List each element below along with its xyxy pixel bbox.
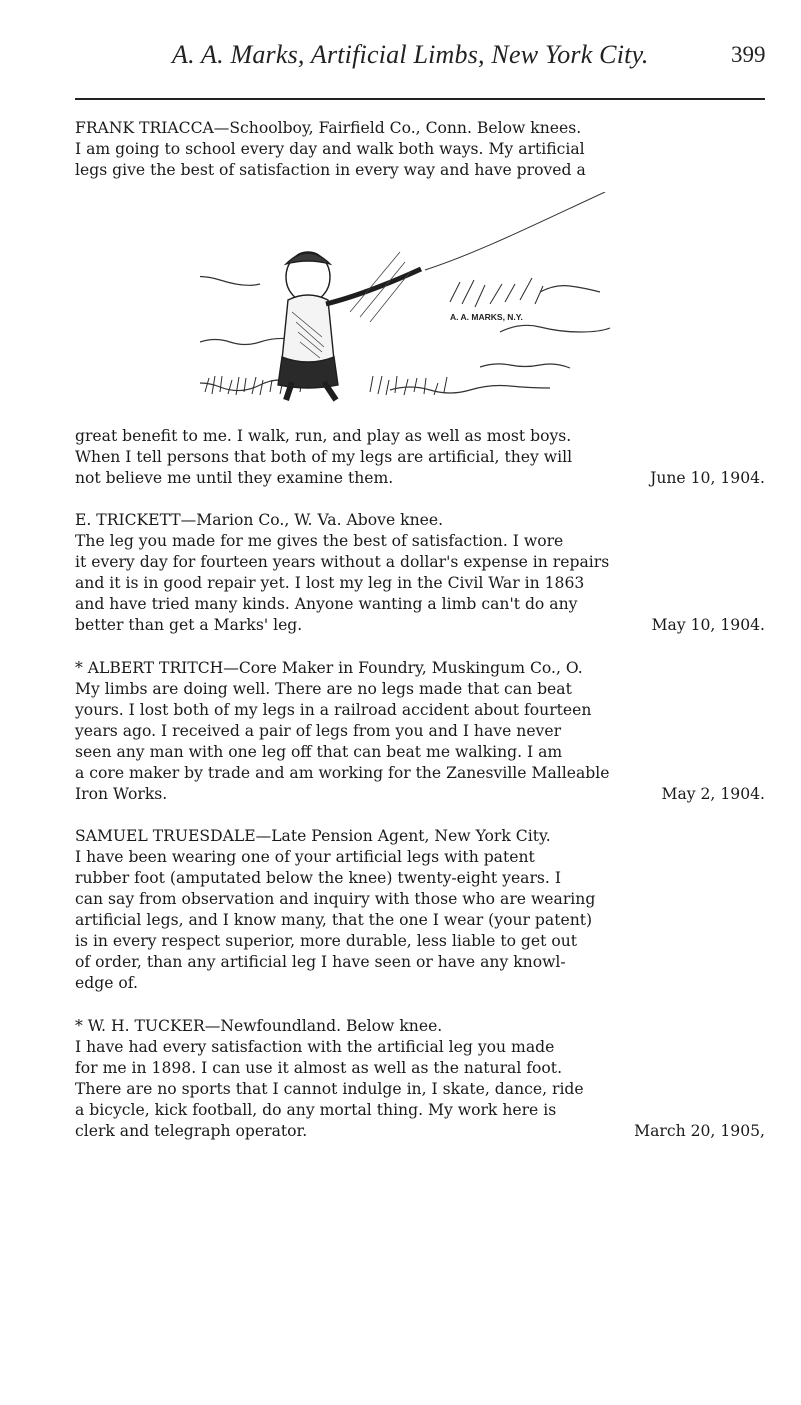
text-line: can say from observation and inquiry with those who are wearing: [75, 890, 596, 908]
text-line: The leg you made for me gives the best of satisfaction. I wore: [75, 532, 564, 550]
testimonial-date: March 20, 1905,: [634, 1122, 765, 1140]
testimonial-heading: E. TRICKETT—Marion Co., W. Va. Above knee.: [75, 511, 444, 529]
text-line: is in every respect superior, more durable, less liable to get out: [75, 932, 578, 950]
text-line: My limbs are doing well. There are no legs made that can beat: [75, 680, 572, 698]
text-line: seen any man with one leg off that can beat me walking. I am: [75, 743, 563, 761]
text-line: better than get a Marks' leg.: [75, 616, 303, 634]
testimonial-truesdale: [75, 826, 765, 994]
boy-flying-kite-illustration: [200, 192, 630, 412]
text-line: yours. I lost both of my legs in a railroad accident about fourteen: [75, 701, 592, 719]
text-line: a core maker by trade and am working for the Zanesville Malleable: [75, 764, 610, 782]
text-line: a bicycle, kick football, do any mortal thing. My work here is: [75, 1101, 557, 1119]
testimonial-date: June 10, 1904.: [650, 469, 765, 487]
page-number: 399: [731, 42, 766, 67]
text-line: and it is in good repair yet. I lost my leg in the Civil War in 1863: [75, 574, 585, 592]
header-rule: [75, 98, 765, 100]
testimonial-triacca-start: [75, 118, 765, 181]
text-line: edge of.: [75, 974, 138, 992]
text-line: I have been wearing one of your artificial legs with patent: [75, 848, 535, 866]
text-line: years ago. I received a pair of legs from you and I have never: [75, 722, 562, 740]
testimonial-heading: * W. H. TUCKER—Newfoundland. Below knee.: [75, 1017, 443, 1035]
dated-line: [75, 468, 765, 489]
testimonial-date: May 2, 1904.: [661, 785, 765, 803]
text-line: for me in 1898. I can use it almost as well as the natural foot.: [75, 1059, 563, 1077]
text-line: legs give the best of satisfaction in every way and have proved a: [75, 161, 586, 179]
text-line: FRANK TRIACCA—Schoolboy, Fairfield Co., Conn. Below knees.: [75, 119, 582, 137]
text-line: I am going to school every day and walk both ways. My artificial: [75, 140, 585, 158]
testimonial-heading: SAMUEL TRUESDALE—Late Pension Agent, New York City.: [75, 827, 551, 845]
testimonial-tritch: [75, 658, 765, 805]
text-line: rubber foot (amputated below the knee) twenty-eight years. I: [75, 869, 561, 887]
dated-line: [75, 1121, 765, 1142]
testimonial-date: May 10, 1904.: [651, 616, 765, 634]
text-line: artificial legs, and I know many, that the one I wear (your patent): [75, 911, 593, 929]
testimonial-heading: * ALBERT TRITCH—Core Maker in Foundry, Muskingum Co., O.: [75, 659, 583, 677]
text-line: I have had every satisfaction with the artificial leg you made: [75, 1038, 555, 1056]
testimonial-trickett: [75, 510, 765, 636]
engraver-mark: A. A. MARKS, N.Y.: [450, 312, 523, 322]
text-line: When I tell persons that both of my legs are artificial, they will: [75, 448, 573, 466]
running-title: A. A. Marks, Artificial Limbs, New York City.: [172, 40, 649, 69]
text-line: clerk and telegraph operator.: [75, 1122, 308, 1140]
testimonial-triacca-end: [75, 426, 765, 489]
dated-line: [75, 784, 765, 805]
text-line: great benefit to me. I walk, run, and play as well as most boys.: [75, 427, 572, 445]
text-line: not believe me until they examine them.: [75, 469, 394, 487]
text-line: and have tried many kinds. Anyone wanting a limb can't do any: [75, 595, 578, 613]
text-line: Iron Works.: [75, 785, 168, 803]
text-line: it every day for fourteen years without a dollar's expense in repairs: [75, 553, 610, 571]
boy-flying-kite-icon: [200, 192, 630, 412]
testimonial-tucker: [75, 1016, 765, 1142]
text-line: There are no sports that I cannot indulge in, I skate, dance, ride: [75, 1080, 584, 1098]
dated-line: [75, 615, 765, 636]
text-line: of order, than any artificial leg I have seen or have any knowl-: [75, 953, 566, 971]
running-header: [0, 40, 801, 76]
